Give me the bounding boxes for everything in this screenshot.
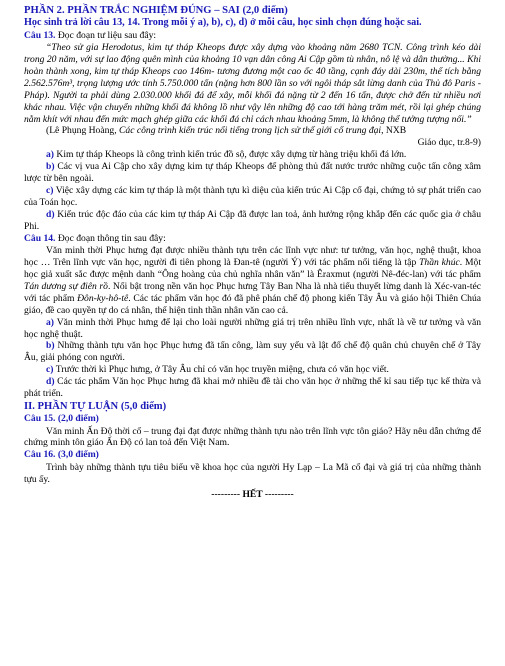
q13-source-tail: Giáo dục, tr.8-9) — [417, 137, 481, 149]
q14-passage-part: . Nổi bật trong nền văn học Phục hưng Tây Ban Nha là nhà tiểu thuyết lừng danh là Xéc-van-téc với tác phẩm — [24, 280, 481, 304]
q14-statement-c — [24, 364, 481, 376]
q14-statement-d — [24, 376, 481, 400]
statement-text: Kiến trúc độc đáo của các kim tự tháp Ai Cập đã được lan toả, ảnh hưởng rộng khắp đến các quốc gia ở châu Phi. — [24, 208, 481, 232]
q13-source-author: (Lê Phụng Hoàng, — [46, 125, 120, 137]
end-marker: --------- HẾT --------- — [211, 488, 294, 500]
q13-source-title: Các công trình kiến trúc nổi tiếng trong lịch sử thế giới cổ trung đại — [119, 125, 382, 137]
q13-quote: “Theo sử gia Herodotus, kim tự tháp Kheops được xây dựng vào khoảng năm 2680 TCN. Công trình kéo dài trong 20 năm, với sự lao động quên mình của khoảng 10 vạn dân công Ai Cập gồm tù nhân, nô lệ và dân thường... Khi hoàn thành xong, kim tự tháp Kheops cao 146m- tương đương một cao ốc 40 tầng, cạnh đáy dài 230m, thể tích bằng 2.562.576m³, trọng lượng ước tính 5.750.000 tấn (nặng hơn 800 lần so với ngôi tháp sắt lừng danh của Thủ đô Paris - Pháp). Người ta phải dùng 2.030.000 khối đá để xây, mỗi khối đá nặng từ 2 đến 16 tấn, được chở đến từ nhiều nơi khác nhau. Việc vận chuyển những khối đá không lồ như vậy lên những độ cao tới hàng trăm mét, rồi lại ghép chúng nằm khít với nhau đến mức mạch ghép giữa các khối đá chỉ cách nhau khoảng 5mm, là không thể tưởng tượng nổi.” — [24, 42, 481, 125]
statement-label: d) — [46, 376, 55, 388]
q13-statement-d — [24, 209, 481, 233]
q13-lead: Đọc đoạn tư liệu sau đây: — [57, 29, 157, 41]
statement-label: d) — [46, 208, 55, 220]
statement-text: Các vị vua Ai Cập cho xây dựng kim tự tháp Kheops để phòng thủ đất nước trước những cuộc tấn công xâm lược từ bên ngoài. — [24, 161, 481, 185]
q14-statement-b — [24, 340, 481, 364]
q14-passage — [24, 245, 481, 316]
q13-statement-c — [24, 185, 481, 209]
q13-number: Câu 13. — [24, 29, 56, 41]
statement-text: Trước thời kì Phục hưng, ở Tây Âu chỉ có văn học truyền miệng, chưa có văn học viết. — [55, 364, 389, 376]
q13-statement-b — [24, 161, 481, 185]
statement-text: Những thành tựu văn học Phục hưng đã tấn công, làm suy yếu và lật đổ chế độ quân chủ chuyên chế ở Tây Âu, giải phóng con người. — [24, 340, 481, 364]
q14-passage-part: . Một học giả xuất sắc được mệnh danh “Ông hoàng của chủ nghĩa nhân văn” là Êraxmut (người Nê-đéc-lan) với tác phẩm — [24, 257, 481, 280]
q15-number: Câu 15. (2,0 điểm) — [24, 412, 99, 424]
q14-work-title: Thần khúc — [419, 257, 460, 269]
q16-number: Câu 16. (3,0 điểm) — [24, 449, 99, 461]
q14-number: Câu 14. — [24, 232, 56, 244]
q14-lead: Đọc đoạn thông tin sau đây: — [57, 232, 166, 244]
statement-label: a) — [46, 149, 54, 161]
statement-label: b) — [46, 340, 55, 352]
statement-label: b) — [46, 161, 55, 173]
part2-instruction: Học sinh trả lời câu 13, 14. Trong mỗi ý a), b), c), d) ở mỗi câu, học sinh chọn đúng hoặc sai. — [24, 17, 422, 28]
statement-text: Văn minh thời Phục hưng để lại cho loài người những giá trị trên nhiều lĩnh vực, nhất là về tư tưởng và văn học nghệ thuật. — [24, 316, 481, 340]
q14-passage-part: . Các tác phẩm văn học đó đã phê phán chế độ phong kiến Tây Âu và giáo hội Thiên Chúa giáo, đề cao quyền tự do cá nhân, thể hiện tinh thần nhân văn cao cả. — [24, 292, 481, 316]
statement-text: Kim tự tháp Kheops là công trình kiến trúc đồ sộ, được xây dựng từ hàng triệu khối đá lớn. — [56, 149, 407, 161]
q15-text: Văn minh Ấn Độ thời cổ – trung đại đạt được những thành tựu nào trên lĩnh vực tôn giáo? Hãy nêu dẫn chứng để chứng minh tôn giáo Ấn Độ có lan toả đến Việt Nam. — [24, 425, 481, 449]
q13-source-publisher: , NXB — [381, 125, 407, 137]
part2-title: PHẦN 2. PHẦN TRẮC NGHIỆM ĐÚNG – SAI (2,0 điểm) — [24, 5, 288, 16]
q16-text: Trình bày những thành tựu tiêu biểu về khoa học của người Hy Lạp – La Mã cổ đại và giá trị của những thành tựu ấy. — [24, 461, 481, 485]
statement-text: Việc xây dựng các kim tự tháp là một thành tựu kì diệu của kiến trúc Ai Cập cổ đại, chứng tỏ sự phát triển cao của Toán học. — [24, 184, 481, 208]
statement-label: c) — [46, 184, 54, 196]
q14-statement-a — [24, 317, 481, 341]
q14-work-title: Đôn-ky-hô-tê — [77, 292, 129, 304]
q14-header — [24, 233, 481, 246]
q13-source — [24, 125, 481, 137]
q13-header — [24, 30, 481, 43]
statement-label: c) — [46, 364, 54, 376]
q14-passage-part: Văn minh thời Phục hưng đạt được nhiều thành tựu trên các lĩnh vực như: tư tưởng, văn học, nghệ thuật, khoa học … Trên lĩnh vực văn học, người đi tiên phong là Đan-tê (người Ý) với tác phẩm nổi tiếng là tập — [24, 245, 481, 269]
essay-part-title: II. PHẦN TỰ LUẬN (5,0 điểm) — [24, 400, 167, 412]
q13-statement-a — [24, 149, 481, 161]
statement-text: Các tác phẩm Văn học Phục hưng đã khai mở nhiều đề tài cho văn học ở những thế kỉ sau tiếp tục kế thừa và phát triển. — [24, 376, 481, 400]
q14-work-title: Tán dương sự điên rồ — [24, 280, 108, 292]
statement-label: a) — [46, 316, 54, 328]
